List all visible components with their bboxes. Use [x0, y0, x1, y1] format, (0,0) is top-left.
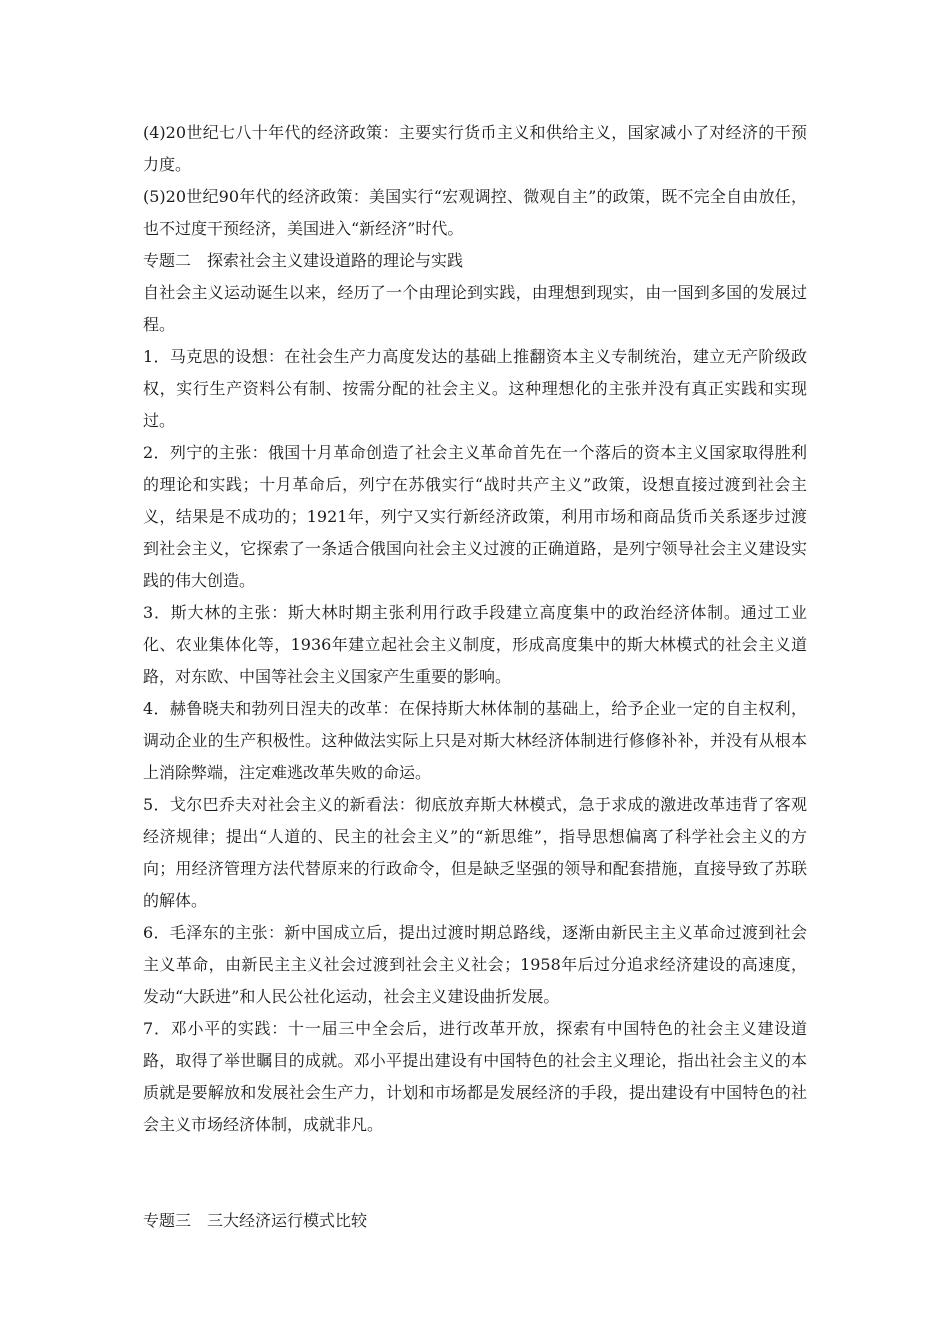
section-title-topic-three: 专题三 三大经济运行模式比较 [143, 1211, 368, 1230]
paragraph-mao: 6．毛泽东的主张：新中国成立后，提出过渡时期总路线，逐渐由新民主主义革命过渡到社会主义革命，由新民主主义社会过渡到社会主义社会；1958年后过分追求经济建设的高速度，发动“大跃进”和人民公社化运动，社会主义建设曲折发展。 [143, 923, 807, 1006]
paragraph-stalin: 3．斯大林的主张：斯大林时期主张利用行政手段建立高度集中的政治经济体制。通过工业化、农业集体化等，1936年建立起社会主义制度，形成高度集中的斯大林模式的社会主义道路，对东欧、中国等社会主义国家产生重要的影响。 [143, 603, 807, 686]
section-title-topic-two: 专题二 探索社会主义建设道路的理论与实践 [143, 251, 464, 270]
paragraph-intro: 自社会主义运动诞生以来，经历了一个由理论到实践，由理想到现实，由一国到多国的发展过程。 [143, 283, 807, 334]
paragraph-deng: 7．邓小平的实践：十一届三中全会后，进行改革开放，探索有中国特色的社会主义建设道路，取得了举世瞩目的成就。邓小平提出建设有中国特色的社会主义理论，指出社会主义的本质就是要解放和发展社会生产力，计划和市场都是发展经济的手段，提出建设有中国特色的社会主义市场经济体制，成就非凡。 [143, 1019, 807, 1134]
paragraph-gorbachev: 5．戈尔巴乔夫对社会主义的新看法：彻底放弃斯大林模式，急于求成的激进改革违背了客观经济规律；提出“人道的、民主的社会主义”的“新思维”，指导思想偏离了科学社会主义的方向；用经济管理方法代替原来的行政命令，但是缺乏坚强的领导和配套措施，直接导致了苏联的解体。 [143, 795, 807, 910]
blank-space [143, 1141, 807, 1205]
paragraph-khrushchev-brezhnev: 4．赫鲁晓夫和勃列日涅夫的改革：在保持斯大林体制的基础上，给予企业一定的自主权利，调动企业的生产积极性。这种做法实际上只是对斯大林经济体制进行修修补补，并没有从根本上消除弊端，注定难逃改革失败的命运。 [143, 699, 807, 782]
paragraph-marx: 1．马克思的设想：在社会生产力高度发达的基础上推翻资本主义专制统治，建立无产阶级政权，实行生产资料公有制、按需分配的社会主义。这种理想化的主张并没有真正实践和实现过。 [143, 347, 807, 430]
document-body [143, 117, 807, 1237]
paragraph-policy-1990s: (5)20世纪90年代的经济政策：美国实行“宏观调控、微观自主”的政策，既不完全自由放任，也不过度干预经济，美国进入“新经济”时代。 [143, 187, 807, 238]
paragraph-lenin: 2．列宁的主张：俄国十月革命创造了社会主义革命首先在一个落后的资本主义国家取得胜利的理论和实践；十月革命后，列宁在苏俄实行“战时共产主义”政策，设想直接过渡到社会主义，结果是不成功的；1921年，列宁又实行新经济政策，利用市场和商品货币关系逐步过渡到社会主义，它探索了一条适合俄国向社会主义过渡的正确道路，是列宁领导社会主义建设实践的伟大创造。 [143, 443, 807, 590]
paragraph-policy-1970s-1980s: (4)20世纪七八十年代的经济政策：主要实行货币主义和供给主义，国家减小了对经济的干预力度。 [143, 123, 807, 174]
